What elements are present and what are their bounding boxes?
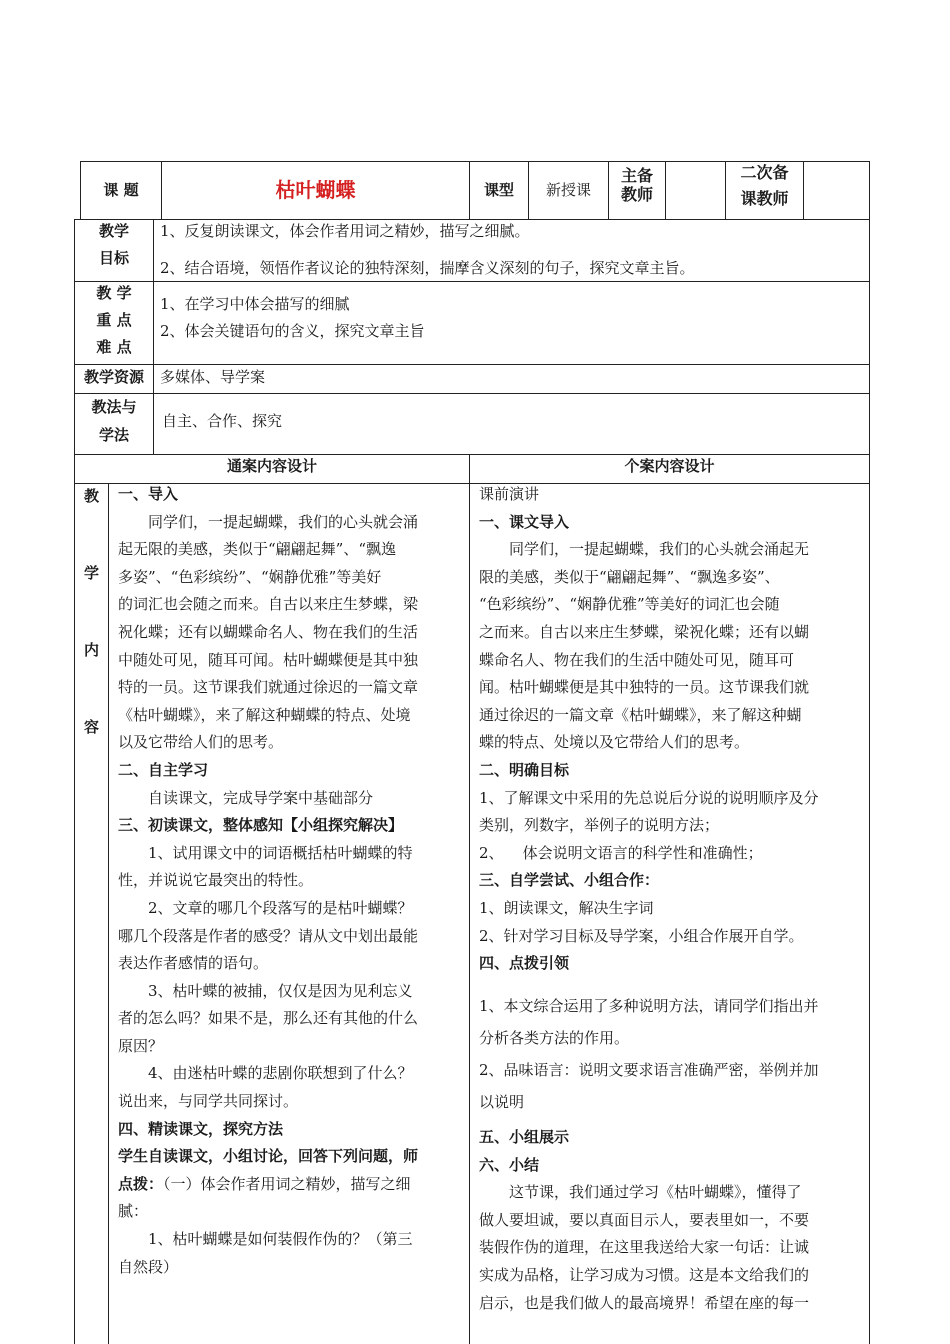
side-label-3: 内	[83, 641, 99, 659]
goals-label-2: 目标	[98, 249, 129, 267]
text-line: 启示，也是我们做人的最高境界！希望在座的每一	[479, 1293, 810, 1312]
text-line: 限的美感，类似于“翩翩起舞”、“飘逸多姿”、	[479, 567, 780, 586]
text-line: 3、枯叶蝶的被捕，仅仅是因为见利忘义	[148, 981, 413, 1000]
side-label-1: 教	[83, 487, 99, 505]
lesson-title: 枯叶蝴蝶	[275, 178, 356, 202]
text-line: 二、自主学习	[118, 760, 209, 779]
methods-value: 自主、合作、探究	[162, 412, 283, 430]
keypoint-item: 1、在学习中体会描写的细腻	[160, 295, 350, 313]
individual-design-content	[479, 481, 867, 978]
goals-label-1: 教学	[98, 222, 129, 240]
text-line: 《枯叶蝴蝶》，来了解这种蝴蝶的特点、处境	[118, 705, 411, 724]
text-line: 特的一员。这节课我们就通过徐迟的一篇文章	[118, 678, 419, 697]
individual-design-content-3	[479, 1124, 867, 1317]
text-span: 点拨：	[118, 1174, 164, 1193]
text-line: 以及它带给人们的思考。	[118, 733, 284, 752]
keypoints-label-3: 难 点	[96, 338, 132, 356]
general-design-content	[118, 481, 468, 1281]
text-line: 学生自读课文，小组讨论，回答下列问题，师	[118, 1147, 419, 1166]
text-line: 2、文章的哪几个段落写的是枯叶蝴蝶？	[148, 898, 413, 917]
individual-design-content-2	[479, 990, 867, 1118]
second-teacher-label-2: 课教师	[740, 189, 789, 208]
text-line: 自然段）	[118, 1257, 179, 1276]
resources-label: 教学资源	[83, 368, 144, 386]
text-line: 2、 体会说明文语言的科学性和准确性；	[479, 843, 763, 862]
text-line: 实成为品格，让学习成为习惯。这是本文给我们的	[479, 1265, 810, 1284]
text-line: 1、本文综合运用了多种说明方法，请同学们指出并	[479, 997, 819, 1015]
text-line: 者的怎么吗？如果不是，那么还有其他的什么	[118, 1009, 419, 1028]
second-teacher-label-1: 二次备	[740, 163, 789, 182]
text-line: 自读课文，完成导学案中基础部分	[148, 788, 374, 807]
text-line: 通过徐迟的一篇文章《枯叶蝴蝶》，来了解这种蝴	[479, 705, 802, 724]
text-line: 1、试用课文中的词语概括枯叶蝴蝶的特	[148, 843, 413, 862]
text-line: 蝶的特点、处境以及它带给人们的思考。	[479, 733, 750, 752]
methods-label-1: 教法与	[91, 398, 137, 416]
text-line: 做人要坦诚，要以真面目示人，要表里如一，不要	[479, 1210, 810, 1229]
lesson-type-label: 课型	[483, 181, 514, 199]
text-line: 分析各类方法的作用。	[479, 1029, 630, 1047]
text-line: 表达作者感情的语句。	[118, 954, 269, 973]
keypoint-item: 2、体会关键语句的含义，探究文章主旨	[160, 322, 425, 340]
text-line: 装假作伪的道理，在这里我送给大家一句话：让诚	[479, 1238, 810, 1257]
text-span: （一）体会作者用词之精妙，描写之细	[163, 1174, 411, 1193]
main-teacher-label-2: 教师	[620, 185, 653, 204]
topic-label: 课 题	[103, 181, 139, 199]
text-line: 四、精读课文，探究方法	[118, 1119, 284, 1138]
text-line: 说出来，与同学共同探讨。	[118, 1092, 299, 1111]
text-line: 一、导入	[118, 485, 179, 503]
text-line: 祝化蝶；还有以蝴蝶命名人、物在我们的生活	[118, 622, 419, 641]
text-line: 四、点拨引领	[479, 954, 570, 973]
text-line: 这节课，我们通过学习《枯叶蝴蝶》，懂得了	[509, 1183, 802, 1202]
text-line	[118, 1171, 468, 1199]
text-line: 原因？	[118, 1036, 164, 1055]
side-label-4: 容	[83, 718, 99, 736]
keypoints-label-1: 教 学	[96, 284, 132, 302]
text-line: 同学们，一提起蝴蝶，我们的心头就会涌起无	[509, 540, 810, 559]
text-line: 蝶命名人、物在我们的生活中随处可见，随耳可	[479, 650, 795, 669]
individual-design-header: 个案内容设计	[624, 457, 715, 475]
text-line: 三、自学尝试、小组合作：	[479, 871, 660, 890]
text-line: 哪几个段落是作者的感受？请从文中划出最能	[118, 926, 419, 945]
text-line: 以说明	[479, 1093, 525, 1111]
text-line: 的词汇也会随之而来。自古以来庄生梦蝶，梁	[118, 595, 419, 614]
text-line: 起无限的美感，类似于“翩翩起舞”、“飘逸	[118, 540, 397, 559]
goal-item: 2、结合语境，领悟作者议论的独特深刻，揣摩含义深刻的句子，探究文章主旨。	[160, 259, 695, 277]
text-line: 1、了解课文中采用的先总说后分说的说明顺序及分	[479, 788, 819, 807]
text-line: 2、品味语言：说明文要求语言准确严密，举例并加	[479, 1061, 819, 1079]
text-line: 三、初读课文，整体感知【小组探究解决】	[118, 816, 404, 835]
text-line: 闻。枯叶蝴蝶便是其中独特的一员。这节课我们就	[479, 678, 810, 697]
text-line: “色彩缤纷”、“娴静优雅”等美好的词汇也会随	[479, 595, 780, 614]
text-line: 1、朗读课文，解决生字词	[479, 898, 654, 917]
text-line: 五、小组展示	[479, 1128, 570, 1146]
text-line: 中随处可见，随耳可闻。枯叶蝴蝶便是其中独	[118, 650, 419, 669]
side-label-2: 学	[83, 564, 99, 582]
text-line: 之而来。自古以来庄生梦蝶，梁祝化蝶；还有以蝴	[479, 622, 810, 641]
text-line: 同学们，一提起蝴蝶，我们的心头就会涌	[148, 512, 419, 531]
methods-label-2: 学法	[98, 426, 129, 444]
text-line: 腻：	[118, 1202, 149, 1221]
keypoints-label-2: 重 点	[96, 311, 132, 329]
text-line: 1、枯叶蝴蝶是如何装假作伪的？（第三	[148, 1230, 413, 1249]
general-design-header: 通案内容设计	[226, 457, 317, 475]
text-line: 4、由迷枯叶蝶的悲剧你联想到了什么？	[148, 1064, 413, 1083]
text-line: 课前演讲	[479, 485, 540, 503]
text-line: 一、课文导入	[479, 512, 570, 531]
main-teacher-label-1: 主备	[620, 166, 653, 185]
text-line: 2、针对学习目标及导学案，小组合作展开自学。	[479, 926, 804, 945]
lesson-type-value: 新授课	[545, 181, 591, 199]
resources-value: 多媒体、导学案	[160, 368, 266, 386]
text-line: 多姿”、“色彩缤纷”、“娴静优雅”等美好	[118, 567, 382, 586]
text-line: 类别，列数字，举例子的说明方法；	[479, 816, 720, 835]
text-line: 二、明确目标	[479, 760, 570, 779]
text-line: 性，并说说它最突出的特性。	[118, 871, 314, 890]
goal-item: 1、反复朗读课文，体会作者用词之精妙，描写之细腻。	[160, 222, 530, 240]
text-line: 六、小结	[479, 1155, 540, 1174]
